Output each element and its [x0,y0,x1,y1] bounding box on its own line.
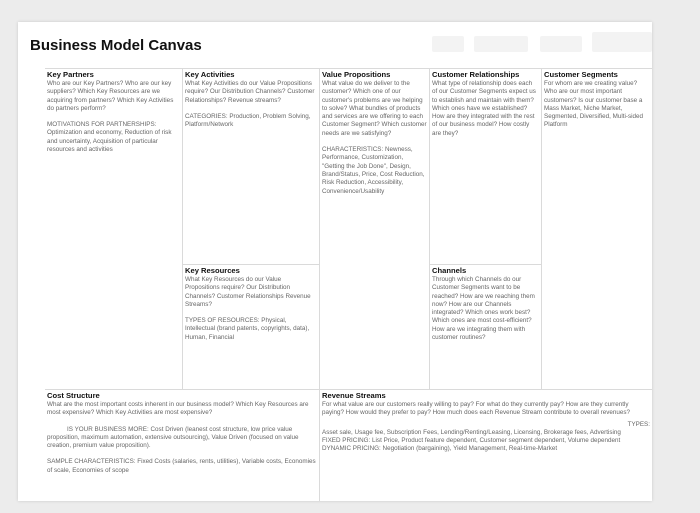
revenue-streams-block [320,390,652,501]
revenue-streams-types-label: TYPES: [627,420,650,428]
key-partners-question: Who are our Key Partners? Who are our key suppliers? Which Key Resources are we acquiring from partners? Which Key Activities do partners perform? [47,80,174,112]
redacted-mark [592,32,652,52]
redacted-mark [540,36,582,52]
key-activities-block [183,69,319,264]
key-resources-block [183,265,319,389]
cost-structure-question: What are the most important costs inherent in our business model? Which Key Resources are most expensive? Which Key Activities are most expensive? [47,401,309,417]
revenue-streams-dynamic: DYNAMIC PRICING: Negotiation (bargaining), Yield Management, Real-time-Market [322,445,558,453]
value-propositions-heading: Value Propositions [322,70,391,79]
channels-heading: Channels [432,266,467,275]
key-activities-question: What Key Activities do our Value Propositions require? Our Distribution Channels? Customer Relationships? Revenue streams? [185,80,315,104]
customer-segments-heading: Customer Segments [544,70,618,79]
key-resources-heading: Key Resources [185,266,240,275]
channels-block [430,265,541,389]
revenue-streams-fixed: FIXED PRICING: List Price, Product feature dependent, Customer segment dependent, Volume dependent [322,437,621,445]
customer-relationships-block [430,69,541,264]
redacted-mark [474,36,528,52]
cost-structure-block [45,390,319,501]
key-resources-question: What Key Resources do our Value Propositions require? Our Distribution Channels? Customer Relationships Revenue Streams? [185,276,311,308]
revenue-streams-question: For what value are our customers really willing to pay? For what do they currently pay? How are they currently paying? How would they prefer to pay? How much does each Revenue Stream contribute to overall revenues? [322,401,631,417]
key-activities-heading: Key Activities [185,70,235,79]
redacted-mark [432,36,464,52]
value-propositions-characteristics: CHARACTERISTICS: Newness, Performance, Customization, "Getting the Job Done", Design, Brand/Status, Price, Cost Reduction, Risk Reduction, Accessibility, Convenience/Usability [322,146,425,195]
value-propositions-question: What value do we deliver to the customer? Which one of our customer's problems are we helping to solve? What bundles of products and services are we offering to each Customer Segment? Which customer needs are we satisfying? [322,80,427,137]
key-resources-types: TYPES OF RESOURCES: Physical, Intellectual (brand patents, copyrights, data), Human, Financial [185,317,310,341]
business-model-canvas [45,68,652,501]
key-partners-block [45,69,182,389]
key-activities-categories: CATEGORIES: Production, Problem Solving, Platform/Network [185,112,311,129]
cost-structure-more: IS YOUR BUSINESS MORE: Cost Driven (leanest cost structure, low price value proposition, maximum automation, extensive outsourcing), Value Driven (focused on value creation, premium value proposition). [47,425,299,450]
customer-segments-block [542,69,652,389]
value-propositions-block [320,69,429,389]
cost-structure-sample: SAMPLE CHARACTERISTICS: Fixed Costs (salaries, rents, utilities), Variable costs, Economies of scale, Economies of scope [47,458,316,474]
customer-segments-question: For whom are we creating value? Who are our most important customers? Is our customer base a Mass Market, Niche Market, Segmented, Diversified, Multi-sided Platform [544,80,644,129]
revenue-streams-heading: Revenue Streams [322,391,386,400]
revenue-streams-types: Asset sale, Usage fee, Subscription Fees, Lending/Renting/Leasing, Licensing, Brokerage fees, Advertising [322,428,621,436]
page-title: Business Model Canvas [30,37,202,54]
customer-relationships-heading: Customer Relationships [432,70,520,79]
key-partners-heading: Key Partners [47,70,94,79]
customer-relationships-question: What type of relationship does each of our Customer Segments expect us to establish and maintain with them? Which ones have we established? How are they integrated with the rest of our business model? How costly are they? [432,80,536,137]
key-partners-motivations: MOTIVATIONS FOR PARTNERSHIPS: Optimization and economy, Reduction of risk and uncertainty, Acquisition of particular resources and activities [47,121,172,154]
channels-question: Through which Channels do our Customer Segments want to be reached? How are we reaching them now? How are our Channels integrated? Which ones work best? Which ones are most cost-efficient? How are we integrating them with customer routines? [432,276,535,342]
cost-structure-heading: Cost Structure [47,391,100,400]
